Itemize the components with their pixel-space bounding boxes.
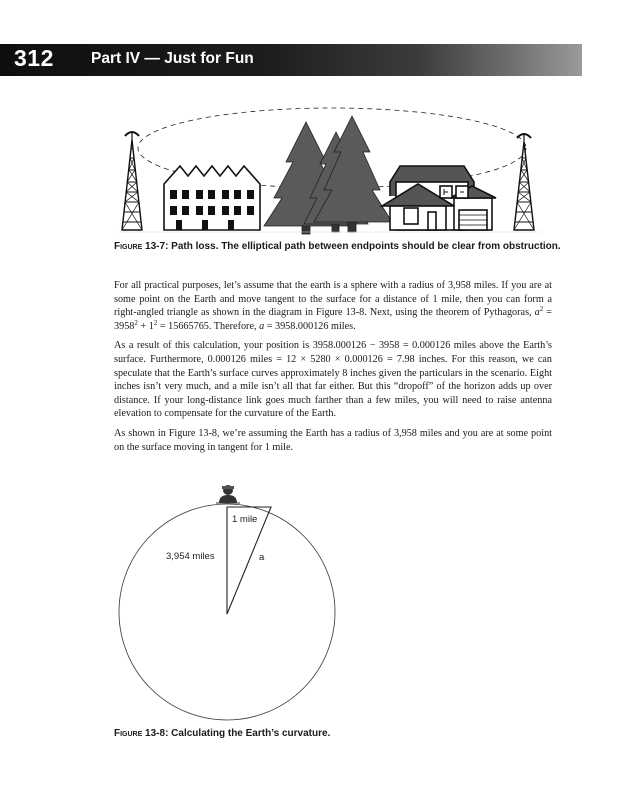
path-loss-illustration	[110, 102, 546, 238]
left-antenna-tower-icon	[122, 132, 142, 230]
body-text	[114, 279, 552, 460]
part-title: Part IV — Just for Fun	[91, 50, 254, 67]
var-a2: a	[259, 320, 265, 332]
figure-13-7-label: Figure 13-7:	[114, 241, 169, 252]
figure-13-8-label: Figure 13-8:	[114, 728, 169, 739]
header-bar	[0, 44, 582, 76]
superscript-2: 2	[539, 305, 544, 314]
page-number: 312	[14, 45, 54, 71]
equation-final: = 3958.000126 miles.	[264, 320, 356, 332]
pine-trees-icon	[264, 116, 392, 234]
label-radius: 3,954 miles	[166, 551, 215, 562]
row-houses-icon	[164, 166, 260, 230]
figure-13-8-caption	[114, 728, 330, 739]
person-icon	[216, 485, 240, 503]
equation-mid: = 3958	[114, 307, 553, 332]
paragraph-1	[114, 279, 552, 333]
label-1-mile: 1 mile	[232, 514, 258, 525]
label-a: a	[259, 552, 265, 563]
house-icon	[382, 166, 496, 230]
right-antenna-tower-icon	[514, 134, 534, 230]
paragraph-2: As a result of this calculation, your position is 3958.000126 − 3958 = 0.000126 miles above the Earth’s surface. Furthermore, 0.000126 miles = 12 × 5280 × 0.000126 = 7.98 inches. For this reason, we can speculate that the Earth’s surface curves approximately 8 inches given the particulars in the scenario. Eight inches isn’t very much, and a mile isn’t all that far either. But this “dropoff” of the horizon adds up over distance. If your long-distance link goes much farther than a few miles, you will need to raise antenna elevation to compensate for the curvature of the Earth.	[114, 340, 552, 420]
var-a: a	[534, 307, 540, 319]
superscript-2b: 2	[134, 318, 138, 327]
paragraph-1-text: For all practical purposes, let’s assume that the earth is a sphere with a radius of 3,958 miles. If you are at some point on the Earth and move tangent to the surface for a distance of 1 mile, then you can form a right-angled triangle as shown in the diagram in Figure 13-8. Next, using the theorem of Pythagoras,	[114, 280, 552, 319]
superscript-2c: 2	[153, 318, 158, 327]
paragraph-3: As shown in Figure 13-8, we’re assuming the Earth has a radius of 3,958 miles and you are at some point on the surface moving in tangent for 1 mile.	[114, 427, 552, 453]
figure-13-7-caption	[114, 241, 561, 252]
figure-13-8-text: Calculating the Earth’s curvature.	[168, 728, 331, 739]
equation-mid2: + 1	[137, 320, 154, 332]
earth-curvature-diagram	[118, 476, 538, 726]
figure-13-7-text: Path loss. The elliptical path between endpoints should be clear from obstruction.	[168, 241, 561, 252]
equation-end: = 15665765. Therefore,	[157, 320, 260, 332]
